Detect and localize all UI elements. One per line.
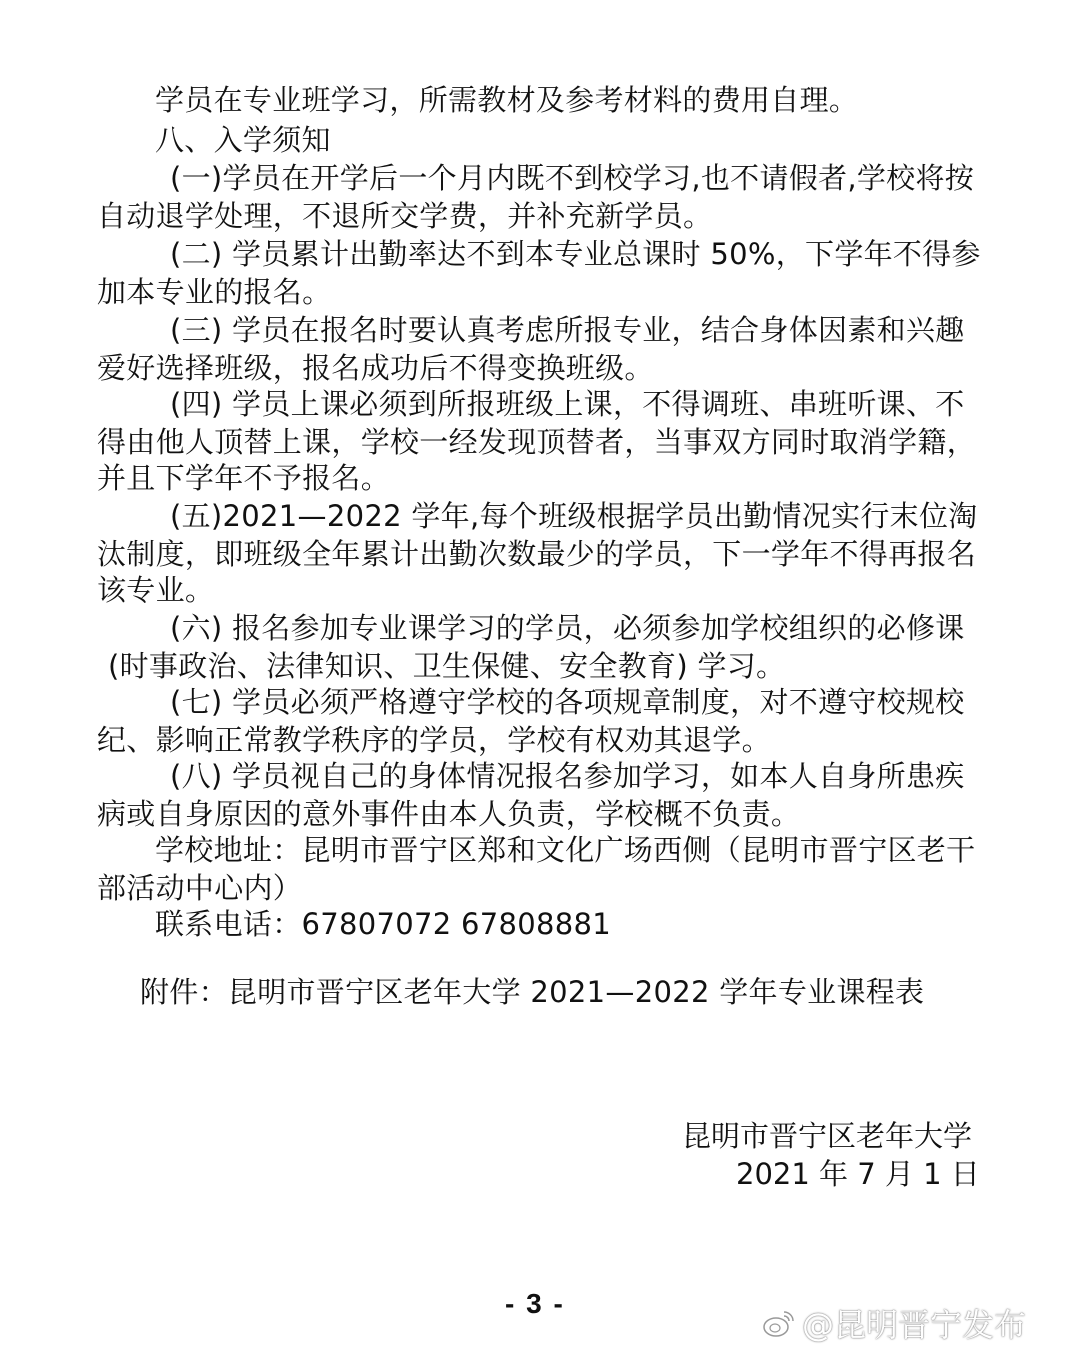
document-line: 该专业。	[97, 573, 215, 607]
document-line: 学校地址：昆明市晋宁区郑和文化广场西侧（昆明市晋宁区老干	[155, 833, 976, 867]
document-line: (三) 学员在报名时要认真考虑所报专业，结合身体因素和兴趣	[170, 313, 965, 347]
document-line: 病或自身原因的意外事件由本人负责，学校概不负责。	[97, 797, 801, 831]
document-line: (四) 学员上课必须到所报班级上课，不得调班、串班听课、不	[170, 387, 965, 421]
document-line: (二) 学员累计出勤率达不到本专业总课时 50%，下学年不得参	[170, 237, 981, 271]
attachment-note: 附件：昆明市晋宁区老年大学 2021—2022 学年专业课程表	[140, 975, 925, 1009]
document-line: 纪、影响正常教学秩序的学员，学校有权劝其退学。	[97, 723, 771, 757]
signature-date: 2021 年 7 月 1 日	[736, 1157, 980, 1191]
document-line: 并且下学年不予报名。	[97, 461, 391, 495]
page-number: - 3 -	[505, 1288, 565, 1319]
document-line: 自动退学处理，不退所交学费，并补充新学员。	[97, 199, 713, 233]
document-line: 联系电话：67807072 67808881	[155, 907, 612, 941]
document-line: 八、入学须知	[155, 123, 331, 157]
document-line: (六) 报名参加专业课学习的学员，必须参加学校组织的必修课	[170, 611, 965, 645]
document-line: (八) 学员视自己的身体情况报名参加学习，如本人自身所患疾	[170, 759, 965, 793]
weibo-watermark	[762, 1300, 1026, 1346]
signature-organization: 昆明市晋宁区老年大学	[682, 1119, 973, 1153]
document-line: 汰制度，即班级全年累计出勤次数最少的学员，下一学年不得再报名	[97, 537, 977, 571]
document-line: 得由他人顶替上课，学校一经发现顶替者，当事双方同时取消学籍，	[97, 425, 977, 459]
document-line: (时事政治、法律知识、卫生保健、安全教育) 学习。	[108, 649, 786, 683]
document-line: (五)2021—2022 学年,每个班级根据学员出勤情况实行末位淘	[170, 499, 978, 533]
weibo-logo-icon	[762, 1308, 796, 1338]
document-line: 部活动中心内）	[97, 871, 303, 905]
document-line: 学员在专业班学习，所需教材及参考材料的费用自理。	[155, 83, 859, 117]
document-line: (七) 学员必须严格遵守学校的各项规章制度，对不遵守校规校	[170, 685, 965, 719]
watermark-text: @昆明晋宁发布	[802, 1306, 1027, 1344]
document-line: (一)学员在开学后一个月内既不到校学习,也不请假者,学校将按	[170, 161, 975, 195]
document-line: 爱好选择班级，报名成功后不得变换班级。	[97, 351, 654, 385]
document-line: 加本专业的报名。	[97, 275, 332, 309]
